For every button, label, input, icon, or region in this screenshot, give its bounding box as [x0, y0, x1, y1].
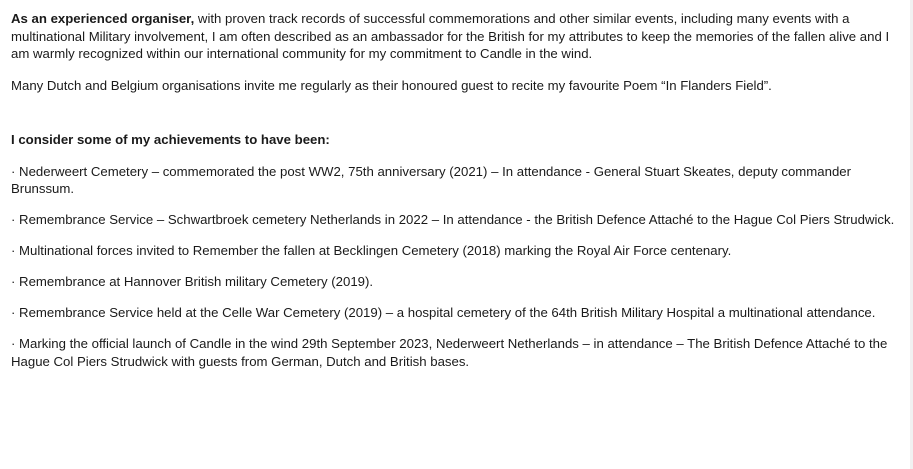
achievement-item: · Multinational forces invited to Remember the fallen at Becklingen Cemetery (2018) marking the Royal Air Force centenary.	[11, 243, 732, 258]
poem-paragraph: Many Dutch and Belgium organisations invite me regularly as their honoured guest to recite my favourite Poem “In Flanders Field”.	[11, 77, 772, 93]
document-body	[11, 10, 901, 384]
intro-text: with proven track records of successful commemorations and other similar events, including many events with a multinational Military involvement, I am often described as an ambassador for the British for my attributes to keep the memories of the fallen alive and I am warmly recognized within our international community for my commitment to Candle in the wind.	[11, 11, 890, 61]
achievement-item: · Remembrance at Hannover British military Cemetery (2019).	[11, 274, 374, 289]
achievement-item: · Remembrance Service held at the Celle War Cemetery (2019) – a hospital cemetery of the 64th British Military Hospital a multinational attendance.	[11, 305, 876, 320]
achievement-item: · Marking the official launch of Candle in the wind 29th September 2023, Nederweert Netherlands – in attendance – The British Defence Attaché to the Hague Col Piers Strudwick with guests from German, Dutch and British bases.	[11, 336, 888, 369]
intro-lead: As an experienced organiser,	[11, 11, 195, 26]
intro-paragraph	[11, 10, 901, 63]
achievements-heading: I consider some of my achievements to have been:	[11, 132, 330, 147]
achievement-item: · Nederweert Cemetery – commemorated the post WW2, 75th anniversary (2021) – In attendance - General Stuart Skeates, deputy commander Brunssum.	[11, 163, 852, 196]
achievement-item: · Remembrance Service – Schwartbroek cemetery Netherlands in 2022 – In attendance - the British Defence Attaché to the Hague Col Piers Strudwick.	[11, 212, 895, 227]
